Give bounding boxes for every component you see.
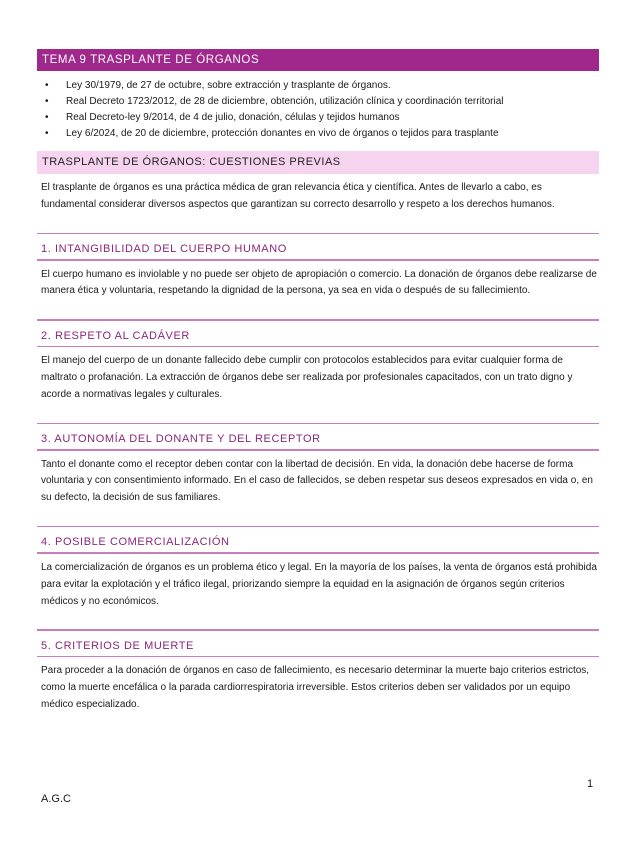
law-text: Real Decreto-ley 9/2014, de 4 de julio, donación, células y tejidos humanos bbox=[66, 112, 400, 123]
bullet-icon: • bbox=[45, 96, 49, 107]
section-header: TRASPLANTE DE ÓRGANOS: CUESTIONES PREVIAS bbox=[37, 151, 599, 174]
section-divider bbox=[37, 629, 599, 631]
law-list bbox=[37, 78, 599, 142]
document-page bbox=[37, 49, 599, 714]
section-title: 1. INTANGIBILIDAD DEL CUERPO HUMANO bbox=[41, 243, 287, 256]
bullet-icon: • bbox=[45, 80, 49, 91]
section-title: 2. RESPETO AL CADÁVER bbox=[41, 329, 190, 342]
section-title: 3. AUTONOMÍA DEL DONANTE Y DEL RECEPTOR bbox=[41, 433, 321, 446]
intro-paragraph: El trasplante de órganos es una práctica médica de gran relevancia ética y científica. Antes de llevarlo a cabo, es fundamental considerar diversos aspectos que garantizan su correcto desarrollo y respeto a los derechos humanos. bbox=[41, 182, 555, 210]
section-divider bbox=[37, 259, 599, 261]
list-item bbox=[37, 126, 599, 142]
law-text: Ley 30/1979, de 27 de octubre, sobre extracción y trasplante de órganos. bbox=[66, 80, 391, 91]
section-text: El manejo del cuerpo de un donante fallecido debe cumplir con protocolos establecidos para evitar cualquier forma de maltrato o profanación. La extracción de órganos debe ser realizada por profesionales capacitados, con un trato digno y acorde a normativas legales y culturales. bbox=[41, 355, 573, 400]
section-divider bbox=[37, 552, 599, 554]
section-divider bbox=[37, 423, 599, 425]
section-text: La comercialización de órganos es un problema ético y legal. En la mayoría de los países, la venta de órganos está prohibida para evitar la explotación y el tráfico ilegal, priorizando siempre la equidad en la asignación de órganos según criterios médicos y no económicos. bbox=[41, 561, 597, 607]
section-divider bbox=[37, 526, 599, 528]
section-text: Tanto el donante como el receptor deben contar con la libertad de decisión. En vida, la donación debe hacerse de forma voluntaria y con consentimiento informado. En el caso de fallecidos, se deben respetar sus deseos expresados en vida o, en su defecto, la decisión de sus familiares. bbox=[41, 458, 593, 504]
law-text: Real Decreto 1723/2012, de 28 de diciembre, obtención, utilización clínica y coordinación territorial bbox=[66, 96, 504, 107]
section-divider bbox=[37, 656, 599, 658]
section-divider bbox=[37, 346, 599, 348]
footer-author: A.G.C bbox=[41, 793, 71, 805]
section-divider bbox=[37, 319, 599, 321]
main-title: TEMA 9 TRASPLANTE DE ÓRGANOS bbox=[37, 49, 599, 71]
section-autonomia bbox=[37, 423, 599, 507]
section-title: 5. CRITERIOS DE MUERTE bbox=[41, 639, 194, 652]
section-intangibilidad bbox=[37, 233, 599, 301]
list-item bbox=[37, 78, 599, 94]
section-title: 4. POSIBLE COMERCIALIZACIÓN bbox=[41, 536, 230, 549]
section-text: El cuerpo humano es inviolable y no puede ser objeto de apropiación o comercio. La donación de órganos debe realizarse de manera ética y voluntaria, respetando la dignidad de la persona, ya sea en vida o después de su fallecimiento. bbox=[41, 268, 597, 297]
section-divider bbox=[37, 233, 599, 235]
section-criterios-muerte bbox=[37, 629, 599, 713]
bullet-icon: • bbox=[45, 112, 49, 123]
section-text: Para proceder a la donación de órganos en caso de fallecimiento, es necesario determinar la muerte bajo criterios estrictos, como la muerte encefálica o la parada cardiorrespiratoria irreversible. Estos criterios deben ser validados por un equipo médico especializado. bbox=[41, 665, 590, 710]
list-item bbox=[37, 94, 599, 110]
section-respeto-cadaver bbox=[37, 319, 599, 403]
page-number: 1 bbox=[587, 778, 594, 790]
section-comercializacion bbox=[37, 526, 599, 610]
bullet-icon: • bbox=[45, 128, 49, 139]
list-item bbox=[37, 110, 599, 126]
section-divider bbox=[37, 449, 599, 451]
law-text: Ley 6/2024, de 20 de diciembre, protección donantes en vivo de órganos o tejidos para trasplante bbox=[66, 128, 499, 139]
